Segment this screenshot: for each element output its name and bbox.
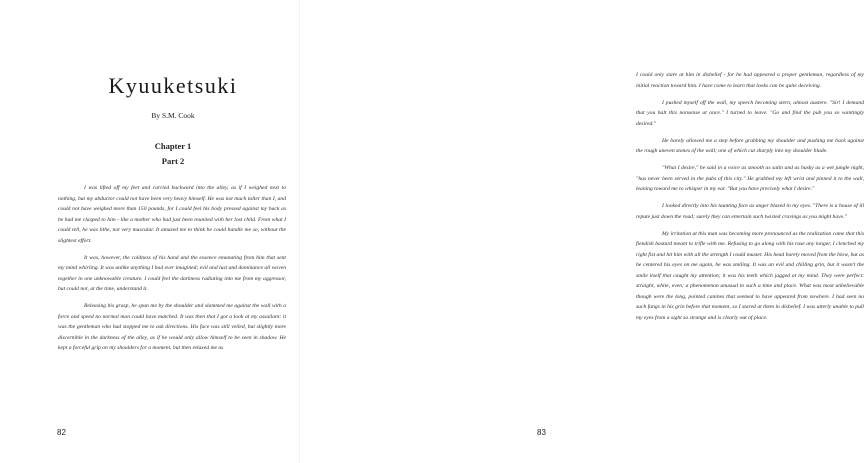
right-page — [300, 0, 864, 463]
left-page-body — [58, 183, 286, 360]
paragraph: It was, however, the coldness of his hand and the essence emanating from him that sent my mind whirling. It was unlike anything I had ever imagined; evil and lust and dominance all woven together in one unknowable creature. I could feel the darkness radiating into me from my aggressor, but could not, at the time, understand it. — [58, 254, 286, 292]
paragraph: My irritation at this man was becoming more pronounced as the realization came that this fiendish bastard meant to trifle with me. Refusing to go along with his ruse any longer, I clenched my right fist and hit him with all the strength I could muster. His head barely moved from the blow, but as he centered his eyes on me again, he was smiling. It was an evil and chilling grin, but it wasn't the smile itself that caught my attention; it was his teeth which jagged at my mind. They were perfect: straight, white, even; a phenomenon unusual to such a time and place. What was most unbelievable though were the long, pointed canines that seemed to have appeared from nowhere. I had seen no such fangs in his grin before that moment, so I stared at them in disbelief. I was utterly unable to pull my eyes from a sight so strange and is clearly out of place. — [636, 230, 864, 321]
paragraph: I could only stare at him in disbelief - for he had appeared a proper gentleman, regardless of my initial reaction toward him. I have come to learn that looks can be quite deceiving. — [636, 72, 864, 89]
paragraph: He barely allowed me a step before grabbing my shoulder and pushing me back against the rough uneven stones of the wall; one of which cut sharply into my shoulder blade. — [636, 137, 864, 154]
chapter-heading: Chapter 1 — [154, 141, 192, 151]
left-page — [0, 0, 300, 463]
right-page-body — [636, 70, 864, 330]
paragraph: I was lifted off my feet and carried backward into the alley, as if I weighed next to nothing, but my abductor could not have been very heavy himself. He was not much taller than I, and could not have weighed more than 150 pounds, for I could feel his body pressed against my back as he had me clasped to him - like a mother who had just been reunited with her lost child. From what I could tell, he was lithe, not very muscular. It amazed me to think he could handle me so, without the slightest effort. — [58, 185, 286, 244]
page-number-right: 83 — [537, 428, 546, 437]
book-title: Kyuuketsuki — [108, 73, 238, 98]
paragraph: "What I desire," he said in a voice as smooth as satin and as husky as a wet jungle night, "has never been served in the pubs of this city." He grabbed my left wrist and pinned it to the wall, leaning toward me to whisper in my ear. "But you have precisely what I desire." — [636, 165, 864, 192]
author-line: By S.M. Cook — [151, 111, 195, 120]
paragraph: Releasing his grasp, he spun me by the shoulder and slammed me against the wall with a force and speed no normal man could have matched. It was then that I got a look at my assailant: it was the gentleman who had stopped me to ask directions. His face was still veiled, but slightly more discernible in the darkness of the alley, as if he would only allow himself to be seen in shadow. He kept a forceful grip on my shoulders for a moment, but then relaxed me as — [58, 303, 286, 351]
part-heading: Part 2 — [161, 156, 185, 166]
page-number-left: 82 — [57, 428, 66, 437]
paragraph: I looked directly into his taunting face as anger blazed in my eyes. "There is a house of ill repute just down the road; surely they can entertain such twisted cravings as you might have." — [636, 203, 864, 220]
paragraph: I pushed myself off the wall, my speech becoming stern, almost austere. "Sir! I demand that you halt this nonsense at once." I turned to leave. "Go and find the pub you so wantingly desired." — [636, 99, 864, 127]
